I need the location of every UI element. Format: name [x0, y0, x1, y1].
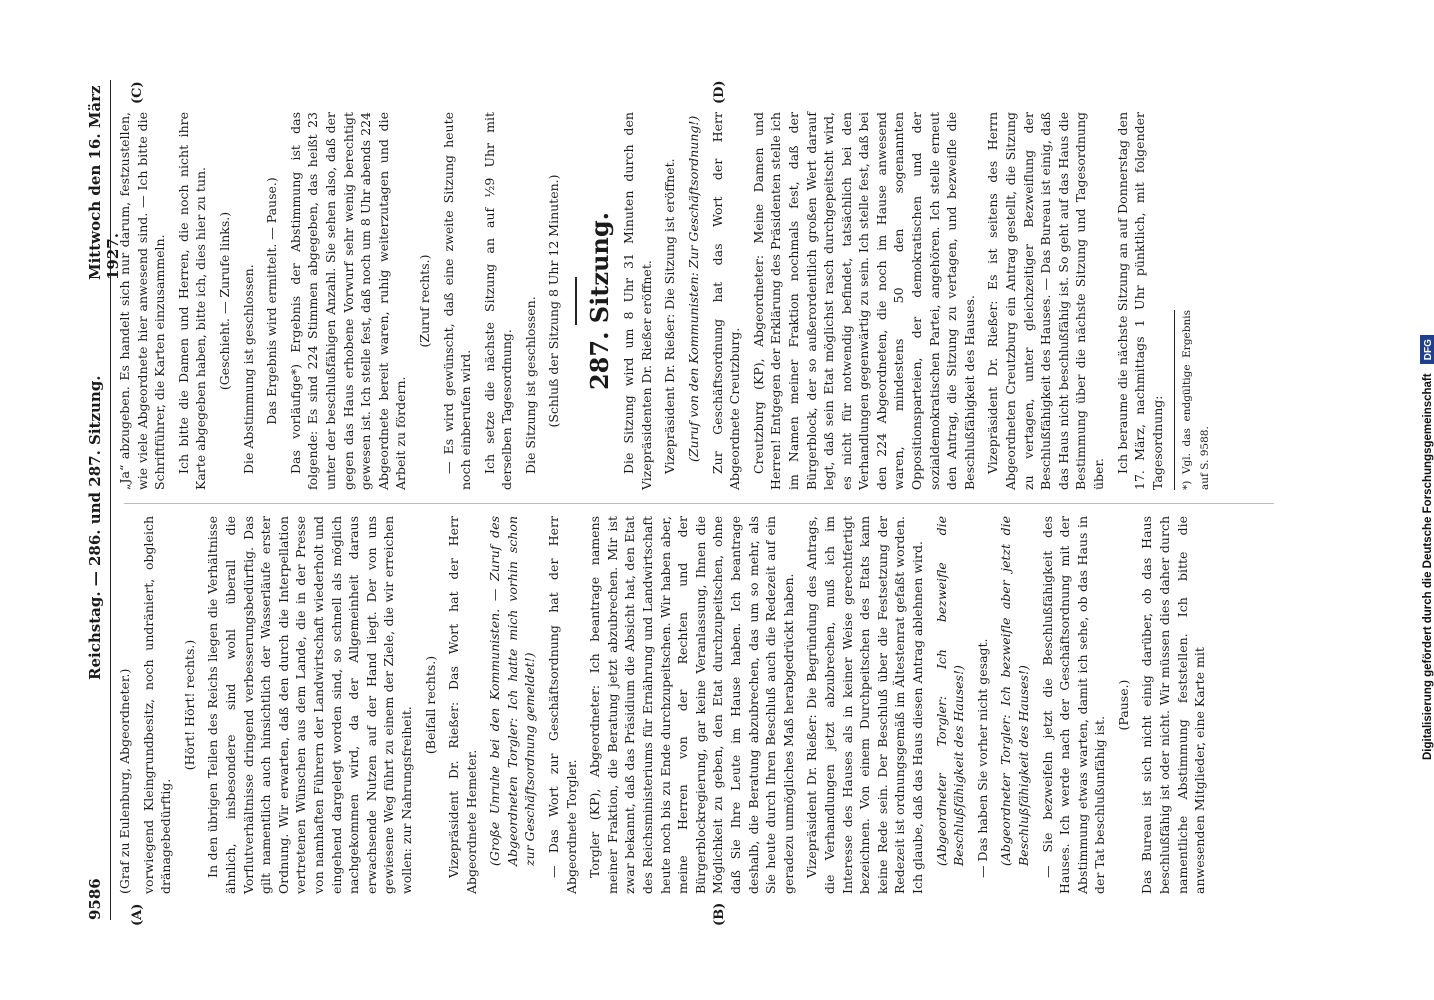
- interjection: (Große Unruhe bei den Kommunisten. — Zuruf des Abgeordneten Torgler: Ich hatte mich vorhin schon zur Geschäftsordnung gemeldet!): [487, 516, 538, 866]
- paragraph: Die Sitzung wird um 8 Uhr 31 Minuten durch den Vizepräsidenten Dr. Rießer eröffnet.: [621, 112, 654, 490]
- interjection: (Zuruf rechts.): [416, 254, 432, 348]
- interjection: Das Ergebnis wird ermittelt. — Pause.): [264, 177, 280, 425]
- interjection: (Hört! Hört! rechts.): [181, 639, 197, 771]
- speech: Vizepräsident Dr. Rießer: Die Begründung des Antrags, die Verhandlungen jetzt abzubrechen, muß ich im Interesse des Hauses als in keiner Weise gerechtfertigt bezeichnen. Von einem Durchpeitschen des Etats kann keine Rede sein. Der Beschluß über die Festsetzung der Redezeit ist ordnungsgemäß im Ältestenrat gefaßt worden. Ich glaube, daß das Haus diesen Antrag ablehnen wird.: [804, 516, 925, 894]
- margin-mark-b: (B): [712, 902, 727, 926]
- session-heading: 287. Sitzung.: [584, 212, 614, 391]
- column-separator: [124, 503, 1274, 504]
- session-end: (Schluß der Sitzung 8 Uhr 12 Minuten.): [546, 174, 562, 428]
- interjection: (Pause.): [1115, 679, 1131, 731]
- interjection: (Zuruf von den Kommunisten: Zur Geschäftsordnung!): [685, 115, 701, 462]
- paragraph: Ich setze die nächste Sitzung an auf ½9 Uhr mit derselben Tagesordnung.: [481, 112, 515, 490]
- speech: Vizepräsident Dr. Rießer: Es ist seitens des Herrn Abgeordneten Creutzburg ein Antrag gestellt, die Sitzung zu vertagen, unter gleichzeitiger Bezweiflung der Beschlußfähigkeit des Hauses. — Das Bureau ist einig, daß das Haus nicht beschlußfähig ist. So geht auf das Haus die Bestimmung über die nächste Sitzung und Tagesordnung über.: [985, 112, 1106, 490]
- section-rule: [575, 277, 577, 325]
- paragraph: Ich bitte die Damen und Herren, die noch nicht ihre Karte abgegeben haben, bitte ich, dies hier zu tun.: [175, 112, 209, 490]
- footnote: *) Vgl. das endgültige Ergebnis auf S. 9588.: [1174, 310, 1214, 490]
- header-left-title: Reichstag. — 286. und 287. Sitzung.: [86, 375, 104, 680]
- dfg-logo: DFG: [1420, 335, 1434, 364]
- paragraph: Ich beraume die nächste Sitzung an auf Donnerstag den 17. März, nachmittags 1 Uhr pünktlich, mit folgender Tagesordnung:: [1114, 112, 1165, 490]
- speaker-continuation: (Graf zu Eulenburg, Abgeordneter.): [117, 668, 132, 894]
- paragraph: Die Sitzung ist geschlossen.: [522, 296, 538, 474]
- paragraph: Das vorläufige*) Ergebnis der Abstimmung ist das folgende: Es sind 224 Stimmen abgegeben, das heißt 23 unter der beschlußfähigen Anzahl. Sie sehen also, daß der gegen das Haus erhobene Vorwurf sehr wenig berechtigt gewesen ist. Ich stelle fest, daß noch um 8 Uhr abends 224 Abgeordnete bereit waren, ruhig weiterzutagen und die Arbeit zu fördern.: [287, 112, 409, 490]
- credit-text: Digitalisierung gefördert durch die Deutsche Forschungsgemeinschaft: [1422, 373, 1434, 760]
- paragraph: — Das haben Sie vorher nicht gesagt.: [974, 638, 990, 878]
- paragraph: Vizepräsident Dr. Rießer: Das Wort hat der Herr Abgeordnete Hemeter.: [446, 516, 479, 894]
- paragraph: — Das Wort zur Geschäftsordnung hat der Herr Abgeordnete Torgler.: [546, 516, 579, 894]
- left-column: [116, 516, 1215, 894]
- margin-mark-d: (D): [712, 80, 727, 104]
- interjection: (Beifall rechts.): [422, 655, 438, 755]
- interjection: (Abgeordneter Torgler: Ich bezweifle aber jetzt die Beschlußfähigkeit des Hauses!): [998, 516, 1031, 866]
- paragraph: — Es wird gewünscht, daß eine zweite Sitzung heute noch einberufen wird.: [440, 112, 474, 490]
- paragraph: In den übrigen Teilen des Reichs liegen die Verhältnisse ähnlich, insbesondere sind wohl überall die Vorflutverhältnisse dringend verbesserungsbedürftig. Das gilt namentlich auch hinsichtlich der Wasserläufe erster Ordnung. Wir erwarten, daß den durch die Interpellation vertretenen Wünschen aus dem Lande, die in der Presse von namhaften Führern der Landwirtschaft wiederholt und eingehend dargelegt worden sind, so schnell als möglich nachgekommen wird, da der Allgemeinheit daraus erwachsende Nutzen auf der Hand liegt. Der von uns gewiesene Weg führt zu einem der Ziele, die wir erreichen wollen: zur Nahrungsfreiheit.: [205, 516, 414, 894]
- header-date: Mittwoch den 16. März 1927.: [86, 85, 122, 280]
- credit-text-wrap: [1419, 0, 1434, 1000]
- document-page: [72, 70, 1312, 930]
- interjection: (Abgeordneter Torgler: Ich bezweifle die Beschlußfähigkeit des Hauses!): [933, 516, 967, 866]
- right-column: [116, 112, 1215, 490]
- interjection: (Geschieht. — Zurufe links.): [216, 211, 232, 391]
- speech: Creutzburg (KP), Abgeordneter: Meine Damen und Herren! Entgegen der Erklärung des Präsidenten stelle ich im Namen meiner Fraktion nochmals fest, daß der Bürgerblock, der so außerordentlich großen Wert darauf legt, daß sein Etat möglichst rasch durchgepeitscht wird, es nicht für notwendig befindet, tatsächlich bei den Verhandlungen gegenwärtig zu sein. Ich stelle fest, daß bei den 224 Abgeordneten, die noch im Hause anwesend waren, mindestens 50 den sogenannten Oppositionsparteien, der demokratischen und der sozialdemokratischen Partei, angehören. Ich stelle erneut den Antrag, die Sitzung zu vertagen, und bezweifle die Beschlußfähigkeit des Hauses.: [750, 112, 977, 490]
- paragraph: Die Abstimmung ist geschlossen.: [240, 264, 256, 474]
- speech: Torgler (KP), Abgeordneter: Ich beantrage namens meiner Fraktion, die Beratung jetzt abzubrechen. Mir ist zwar bekannt, daß das Präsidium die Absicht hat, den Etat des Reichsministeriums für Ernährung und Landwirtschaft heute noch bis zu Ende durchzupeitschen. Wir haben aber, meine Herren von der Rechten und der Bürgerblockregierung, gar keine Veranlassung, Ihnen die Möglichkeit zu geben, den Etat durchzupeitschen, ohne daß Sie Ihre Leute im Hause haben. Ich beantrage deshalb, die Beratung abzubrechen, das um so mehr, als Sie heute durch Ihren Beschluß auch die Redezeit auf ein geradezu unmögliches Maß herabgedrückt haben.: [587, 516, 796, 894]
- page-number: 9586: [86, 878, 104, 920]
- page-header: [80, 80, 122, 920]
- paragraph: — Sie bezweifeln jetzt die Beschlußfähigkeit des Hauses. Ich werde nach der Geschäftsordnung mit der Abstimmung etwas warten, damit ich sehe, ob das Haus in der Tat beschlußunfähig ist.: [1039, 516, 1108, 894]
- paragraph: „Ja“ abzugeben. Es handelt sich nur darum, festzustellen, wie viele Abgeordnete hier anwesend sind. — Ich bitte die Schriftführer, die Karten einzusammeln.: [117, 112, 168, 490]
- margin-mark-a: (A): [130, 903, 145, 926]
- speech: Vizepräsident Dr. Rießer: Die Sitzung ist eröffnet.: [662, 158, 678, 474]
- digitization-credit: [1419, 0, 1434, 1000]
- margin-mark-c: (C): [130, 81, 145, 104]
- paragraph: vorwiegend Kleingrundbesitz, noch undräniert, obgleich dränagebedürftig.: [140, 516, 174, 894]
- paragraph: Das Bureau ist sich nicht einig darüber, ob das Haus beschlußfähig ist oder nicht. Wir müssen dies daher durch namentliche Abstimmung feststellen. Ich bitte die anwesenden Mitglieder, eine Karte mit: [1139, 516, 1208, 894]
- paragraph: Zur Geschäftsordnung hat das Wort der Herr Abgeordnete Creutzburg.: [709, 112, 743, 490]
